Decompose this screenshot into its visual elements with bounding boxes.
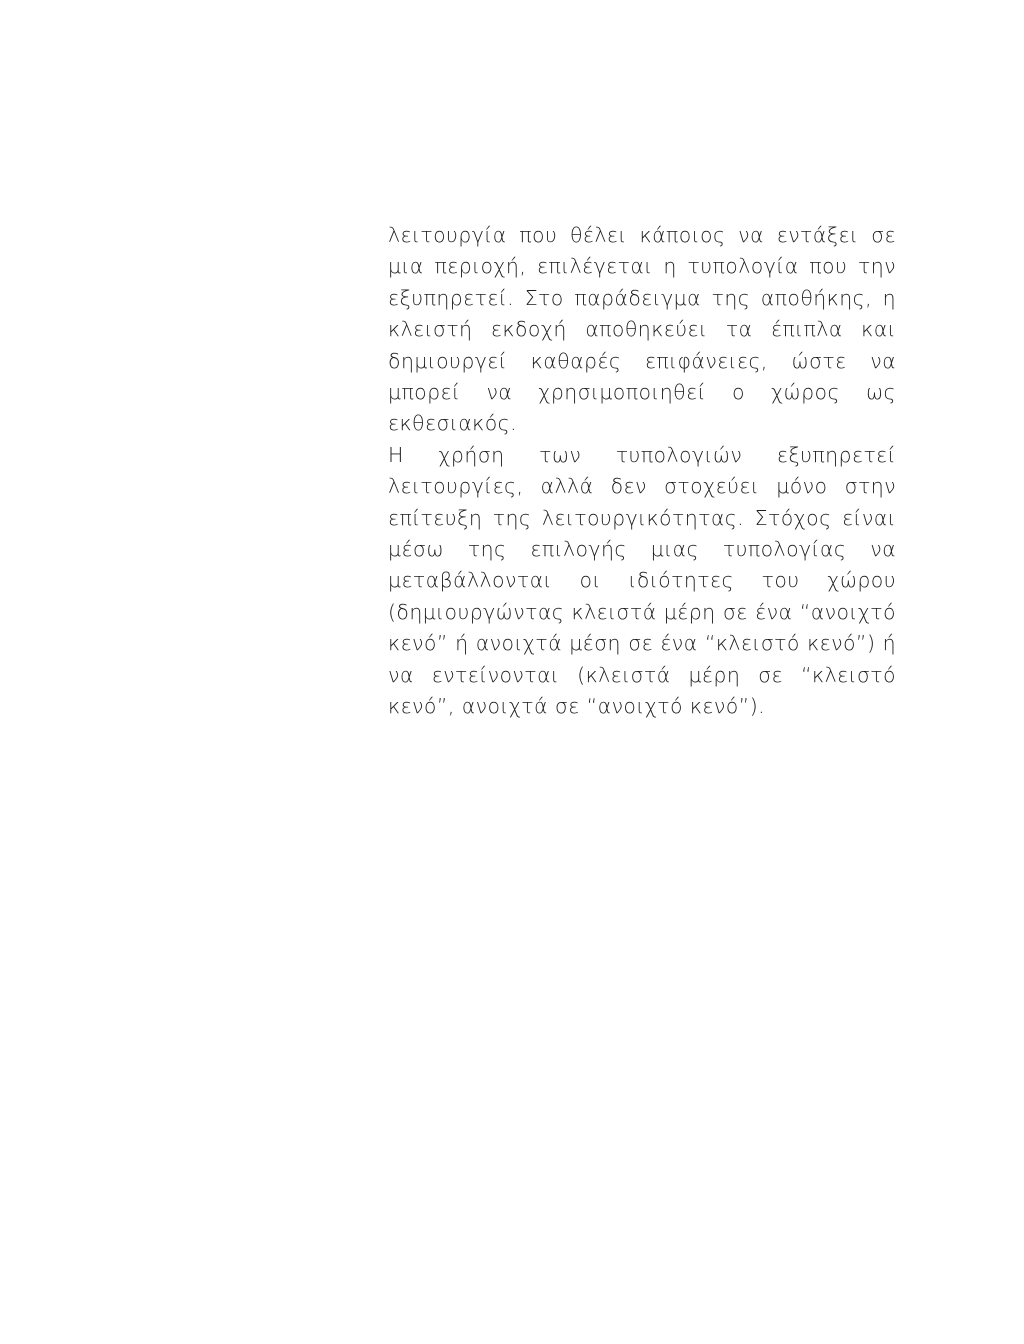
paragraph-2: Η χρήση των τυπολογιών εξυπηρετεί λειτουργίες, αλλά δεν στοχεύει μόνο στην επίτευξη της λειτουργικότητας. Στόχος είναι μέσω της επιλογής μιας τυπολογίας να μεταβάλλονται οι ιδιότητες του χώρου (δημιουργώντας κλειστά μέρη σε ένα “ανοιχτό κενό” ή ανοιχτά μέση σε ένα “κλειστό κενό”) ή να εντείνονται (κλειστά μέρη σε “κλειστό κενό”, ανοιχτά σε “ανοιχτό κενό”).	[388, 442, 896, 719]
body-text	[388, 220, 896, 723]
paragraph-1: λειτουργία που θέλει κάποιος να εντάξει σε μια περιοχή, επιλέγεται η τυπολογία που την εξυπηρετεί. Στο παράδειγμα της αποθήκης, η κλειστή εκδοχή αποθηκεύει τα έπιπλα και δημιουργεί καθαρές επιφάνειες, ώστε να μπορεί να χρησιμοποιηθεί ο χώρος ως εκθεσιακός.	[388, 223, 896, 436]
